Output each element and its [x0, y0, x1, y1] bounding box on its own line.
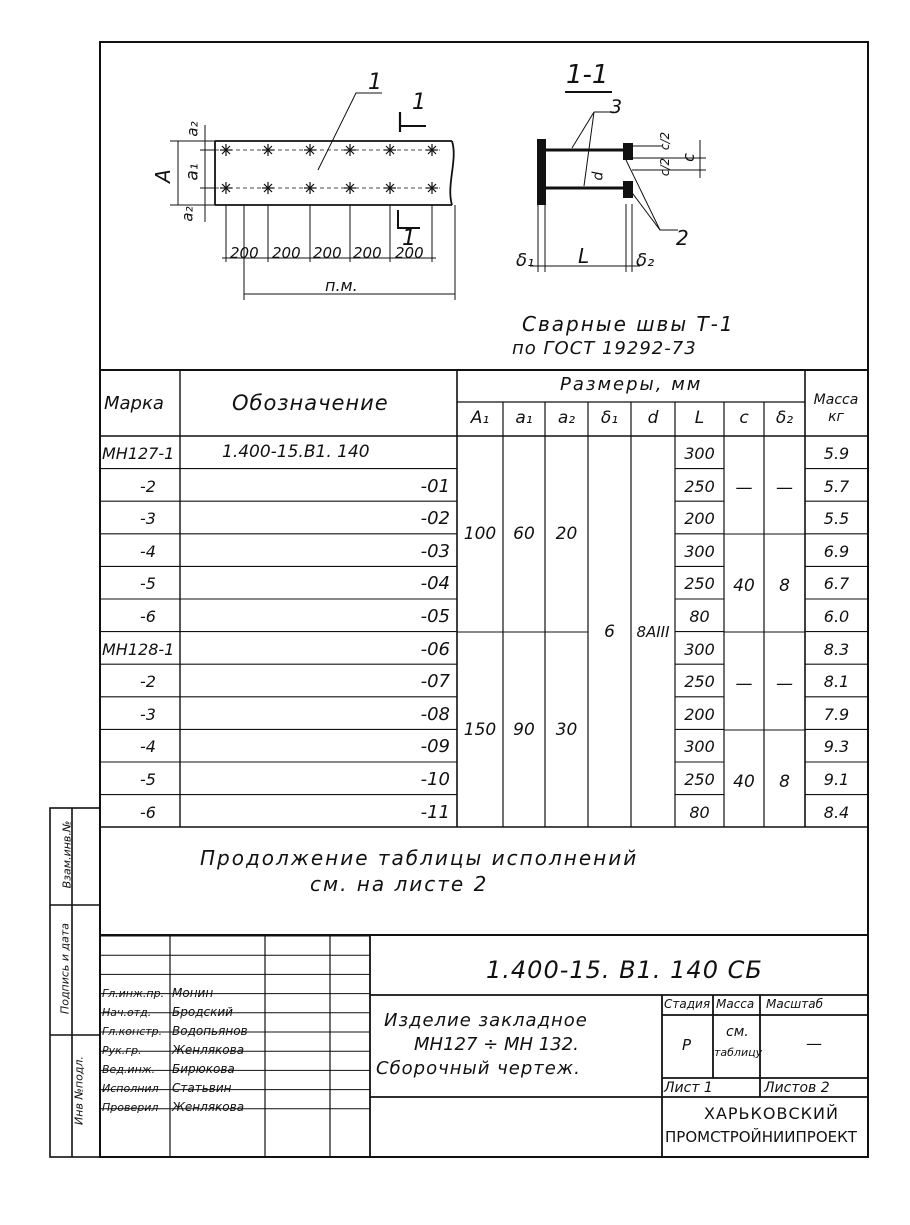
row-oboz: -09: [420, 736, 450, 758]
row-L: 300: [684, 541, 715, 561]
header-razmery: Размеры, мм: [560, 374, 703, 395]
row-massa: 9.1: [823, 770, 850, 789]
masshtab-label: Масштаб: [766, 997, 824, 1011]
dim-a1: a₁: [182, 163, 203, 181]
stadia-value: Р: [682, 1036, 692, 1054]
signature-name: Бродский: [172, 1005, 233, 1019]
row-oboz: -01: [420, 475, 450, 497]
row-marka: -3: [140, 509, 156, 529]
merged-c-dash-2: —: [735, 674, 753, 694]
spacing-2: 200: [272, 244, 301, 262]
row-oboz: -03: [420, 540, 450, 562]
row-L: 300: [684, 737, 715, 757]
row-L: 300: [684, 639, 715, 659]
signature-name: Статьвин: [172, 1081, 232, 1095]
row-marka: -3: [140, 704, 156, 724]
merged-c-dash-1: —: [735, 478, 753, 498]
row-massa: 8.1: [823, 672, 850, 692]
header-A1: A₁: [470, 408, 490, 428]
row-oboz: -06: [420, 638, 450, 660]
row-marka: -4: [140, 737, 156, 757]
spacing-5: 200: [395, 244, 424, 262]
signature-role: Нач.отд.: [102, 1006, 152, 1019]
header-massa: Масса кг: [813, 392, 859, 425]
row-L: 250: [684, 770, 715, 789]
continuation-line2: см. на листе 2: [310, 872, 489, 896]
spacing-3: 200: [313, 244, 342, 262]
product-line3: Сборочный чертеж.: [376, 1058, 581, 1079]
merged-a1-top: 60: [513, 524, 535, 544]
stadia-label: Стадия: [664, 997, 711, 1011]
row-oboz: -07: [420, 671, 450, 693]
row-L: 80: [689, 802, 710, 822]
merged-d: 8АIII: [636, 623, 670, 641]
merged-delta2-dash-2: —: [776, 674, 793, 694]
row-marka: МН127-1: [102, 444, 175, 463]
section-mark-bottom: 1: [402, 226, 416, 251]
dim-a2-top: a₂: [183, 121, 202, 137]
header-delta1: δ₁: [600, 408, 619, 428]
dim-L: L: [578, 244, 590, 268]
row-oboz: -11: [420, 801, 450, 823]
merged-c-40-2: 40: [733, 772, 755, 792]
dim-a2-bottom: a₂: [178, 206, 197, 222]
massa-value-2: таблицу: [714, 1046, 763, 1059]
row-L: 300: [684, 444, 715, 463]
section-mark-top: 1: [412, 90, 426, 115]
header-c: c: [739, 408, 749, 428]
signature-name: Бирюкова: [172, 1062, 235, 1076]
list-label: Лист 1: [664, 1080, 713, 1096]
merged-A1-top: 100: [463, 524, 497, 544]
row-oboz: -08: [420, 703, 450, 725]
org-line1: ХАРЬКОВСКИЙ: [704, 1104, 839, 1123]
row-marka: -2: [140, 672, 156, 692]
row-L: 250: [684, 672, 715, 692]
row-L: 250: [684, 574, 715, 594]
signature-role: Гл.инж.пр.: [102, 987, 165, 1000]
header-a2: a₂: [557, 408, 576, 428]
signature-role: Рук.гр.: [102, 1044, 142, 1057]
row-marka: -6: [140, 802, 156, 822]
row-massa: 6.0: [823, 607, 850, 626]
merged-delta1: 6: [604, 622, 615, 642]
weld-note-line2: по ГОСТ 19292-73: [512, 338, 697, 359]
org-line2: ПРОМСТРОЙНИИПРОЕКТ: [665, 1128, 857, 1146]
signature-name: Монин: [172, 986, 214, 1000]
signature-role: Гл.констр.: [102, 1025, 163, 1038]
signature-role: Исполнил: [102, 1082, 159, 1095]
row-L: 200: [684, 704, 715, 724]
section-title: 1-1: [566, 60, 609, 90]
spacing-1: 200: [230, 244, 259, 262]
dim-c2-bottom: c/2: [658, 157, 673, 177]
merged-a2-top: 20: [555, 524, 578, 544]
document-code: 1.400-15. В1. 140 СБ: [486, 956, 763, 984]
merged-c-40-1: 40: [733, 576, 755, 596]
row-L: 250: [684, 476, 715, 496]
callout-3: 3: [610, 96, 623, 118]
row-massa: 5.5: [823, 509, 850, 529]
dim-delta2: δ₂: [636, 250, 655, 271]
signature-name: Женлякова: [172, 1100, 245, 1114]
merged-delta2-8-2: 8: [779, 772, 790, 792]
row-L: 80: [689, 607, 710, 626]
row-oboz: -10: [420, 769, 450, 790]
merged-delta2-dash-1: —: [776, 478, 793, 498]
callout-2: 2: [676, 226, 689, 250]
spacing-4: 200: [353, 244, 382, 262]
row-marka: -5: [140, 574, 156, 594]
row-oboz: 1.400-15.В1. 140: [222, 442, 370, 462]
row-massa: 9.3: [823, 737, 850, 757]
row-oboz: -05: [420, 606, 450, 627]
signature-name: Водопьянов: [172, 1024, 248, 1038]
row-marka: МН128-1: [102, 639, 175, 659]
merged-a1-bottom: 90: [513, 720, 535, 740]
header-L: L: [694, 408, 705, 428]
massa-label: Масса: [716, 997, 755, 1011]
product-line1: Изделие закладное: [384, 1010, 588, 1031]
product-line2: МН127 ÷ МН 132.: [414, 1034, 579, 1055]
dim-d: d: [590, 171, 607, 181]
row-massa: 5.7: [823, 476, 850, 496]
merged-delta2-8-1: 8: [779, 576, 790, 596]
row-massa: 8.4: [823, 802, 850, 822]
header-oboznachenie: Обозначение: [232, 391, 389, 415]
row-marka: -5: [140, 770, 156, 789]
weld-note-line1: Сварные швы Т-1: [522, 312, 735, 336]
row-marka: -6: [140, 607, 156, 626]
row-massa: 5.9: [823, 444, 850, 463]
masshtab-value: —: [806, 1034, 822, 1053]
continuation-line1: Продолжение таблицы исполнений: [200, 846, 639, 870]
length-label: п.м.: [325, 276, 358, 295]
signature-role: Проверил: [102, 1101, 159, 1114]
row-marka: -2: [140, 476, 156, 496]
signature-role: Вед.инж.: [102, 1063, 156, 1076]
row-oboz: -04: [420, 573, 450, 595]
row-marka: -4: [140, 541, 156, 561]
side-stamp-inv: Инв №подл.: [72, 1056, 86, 1125]
row-L: 200: [684, 509, 715, 529]
side-stamp-sign: Подпись и дата: [58, 922, 72, 1015]
callout-1: 1: [368, 70, 382, 95]
signature-name: Женлякова: [172, 1043, 245, 1057]
row-massa: 8.3: [823, 639, 850, 659]
massa-value-1: см.: [726, 1024, 749, 1040]
header-marka: Марка: [104, 393, 164, 414]
merged-a2-bottom: 30: [555, 720, 578, 740]
header-delta2: δ₂: [775, 408, 794, 428]
merged-A1-bottom: 150: [463, 720, 497, 740]
header-a1: a₁: [515, 408, 533, 428]
side-stamp-vzam: Взам.инв.№: [60, 820, 74, 889]
header-d: d: [647, 408, 659, 428]
listov-label: Листов 2: [764, 1080, 830, 1096]
dim-A: A: [150, 169, 175, 183]
dim-c2-top: c/2: [658, 131, 673, 151]
row-massa: 7.9: [823, 704, 850, 724]
row-oboz: -02: [420, 508, 450, 530]
dim-c: c: [678, 153, 698, 162]
row-massa: 6.9: [823, 541, 850, 561]
dim-delta1: δ₁: [516, 250, 535, 271]
row-massa: 6.7: [823, 574, 850, 594]
